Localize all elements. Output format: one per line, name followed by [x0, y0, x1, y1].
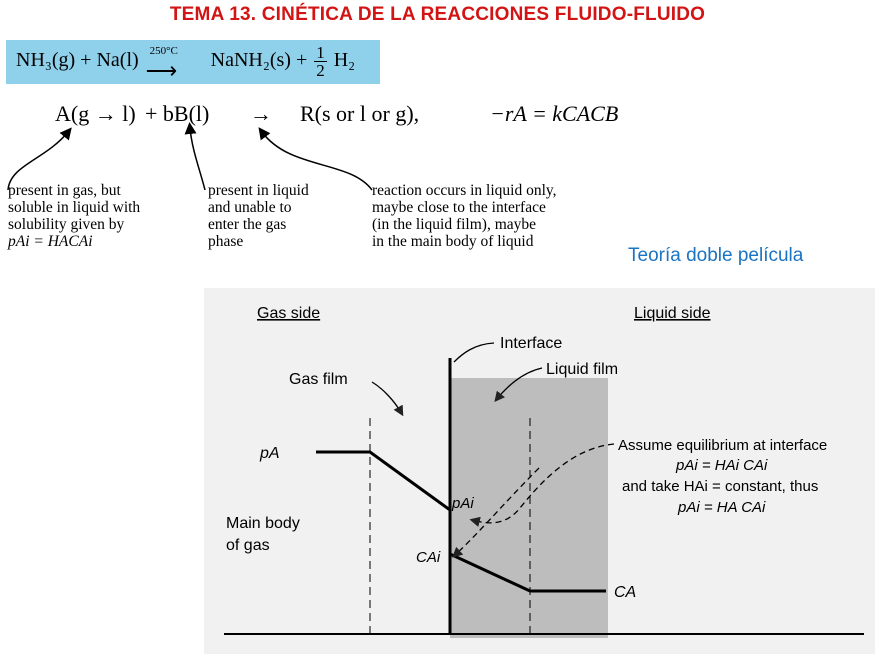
note-r: reaction occurs in liquid only, maybe close to the interface (in the liquid film), maybe in the main body of liquid: [372, 182, 557, 250]
general-arrow: →: [250, 101, 272, 126]
assume-line-1: Assume equilibrium at interface: [618, 437, 828, 454]
note-a: present in gas, but soluble in liquid with solubility given by pAi = HACAi: [8, 182, 141, 250]
arrow-to-b: [190, 128, 205, 190]
page-title: TEMA 13. CINÉTICA DE LA REACCIONES FLUIDO-FLUIDO: [169, 4, 706, 25]
reactant-b: + bB(l): [145, 101, 210, 126]
equation-rhs: NaNH₂(s) +: [210, 49, 308, 72]
cai-label: CAi: [416, 549, 441, 566]
rate-expression: −rA = kCACB: [490, 101, 619, 126]
assume-line-4: pAi = HA CAi: [678, 499, 766, 516]
assume-line-3: and take HAi = constant, thus: [622, 478, 819, 495]
assume-line-2: pAi = HAi CAi: [676, 457, 768, 474]
note-b: present in liquid and unable to enter the gas phase: [208, 182, 309, 250]
liquid-side-label: Liquid side: [634, 305, 711, 322]
product-r: R(s or l or g),: [300, 101, 420, 126]
one-half-fraction: $\frac{1}{2}$: [316, 43, 325, 80]
reaction-arrow: 250°C ⟶: [145, 45, 178, 84]
reaction-condition: 250°C: [149, 45, 178, 58]
theory-label: Teoría doble película: [628, 245, 804, 266]
two-film-diagram: [204, 288, 875, 654]
main-body-label-2: of gas: [226, 537, 270, 554]
ca-label: CA: [614, 584, 637, 601]
main-body-label-1: Main body: [226, 515, 300, 532]
sodium-amide-equation: [16, 43, 356, 84]
liquid-film-label: Liquid film: [546, 361, 619, 378]
gas-film-label: Gas film: [289, 371, 348, 388]
gas-side-label: Gas side: [257, 305, 321, 322]
equation-lhs: NH₃(g) + Na(l): [16, 49, 139, 72]
pai-label: pAi: [452, 495, 474, 512]
liquid-film-region: [450, 378, 608, 638]
reactant-a: A(g → l): [55, 101, 136, 126]
equation-tail: H₂: [333, 49, 356, 72]
gas-profile: [316, 452, 450, 510]
interface-label: Interface: [500, 335, 563, 352]
pa-label: pA: [260, 445, 280, 462]
